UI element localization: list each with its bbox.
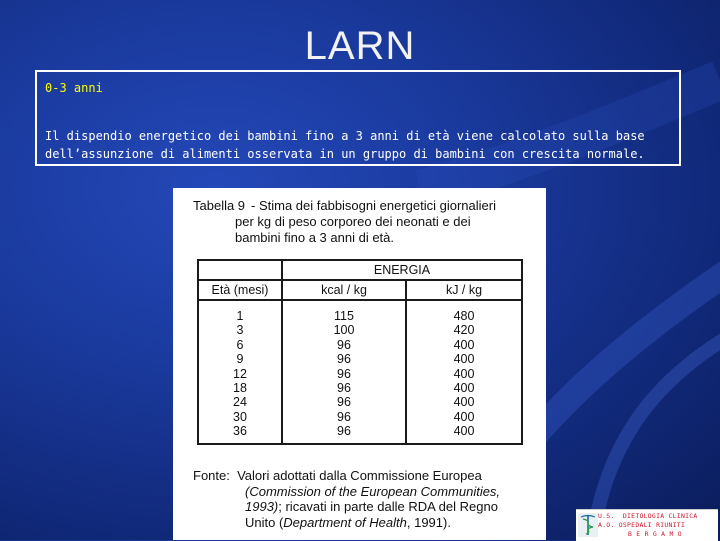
logo-line-1: U.S. DIETOLOGIA CLINICA [598,512,698,520]
kcal-value: 96 [337,337,351,352]
source-line-1: Valori adottati dalla Commissione Europea [237,468,482,483]
source-line-2 [193,484,538,500]
table-caption [193,198,513,246]
slide-title: LARN [304,24,416,68]
header-kj: kJ / kg [406,280,522,300]
kcal-value: 115 [334,309,354,323]
source-dept: Department of Health [283,514,407,530]
age-value: 3 [236,323,244,338]
scanned-table-image [173,188,546,540]
source-line-4 [193,515,538,531]
age-value: 24 [233,395,247,410]
kj-column [406,300,522,444]
kcal-value: 96 [337,395,351,410]
logo-line-2: A.O. OSPEDALI RIUNITI [598,521,686,529]
kj-value: 400 [453,395,475,410]
source-line-4-end: , 1991). [406,514,451,530]
kj-value: 400 [453,352,475,367]
header-kcal: kcal / kg [282,280,406,300]
caption-line-1: - Stima dei fabbisogni energetici giornalieri [251,198,496,213]
header-age: Età (mesi) [198,280,282,300]
section-subtitle: 0-3 anni [45,81,103,95]
kcal-value: 100 [333,323,355,338]
kj-value: 400 [453,409,475,424]
caption-line-3: bambini fino a 3 anni di età. [235,230,394,245]
hospital-logo [576,509,718,541]
age-value: 1 [236,309,244,323]
caption-line-2: per kg di peso corporeo dei neonati e dei [235,214,471,229]
kcal-value: 96 [337,409,351,424]
age-value: 30 [233,409,247,424]
age-value: 9 [236,352,244,367]
header-empty-cell [198,260,282,280]
source-note [193,468,538,530]
age-value: 18 [233,381,247,396]
kcal-value: 96 [337,424,351,439]
kj-value: 400 [453,381,475,396]
source-label: Fonte: [193,468,230,483]
logo-text [598,512,716,539]
kcal-value: 96 [337,366,351,381]
age-value: 12 [233,366,247,381]
kj-value: 420 [453,323,475,338]
kcal-column [282,300,406,444]
caduceus-icon [578,513,598,537]
content-box [35,70,681,166]
kj-value: 400 [453,366,475,381]
source-line-3 [193,499,538,515]
kcal-value: 96 [337,381,351,396]
source-line-4-start: Unito ( [245,514,284,530]
source-line-2-text: (Commission of the European Communities, [245,483,501,499]
logo-line-3: B E R G A M O [628,530,682,538]
age-value: 36 [233,424,247,439]
table-body-row [198,300,522,444]
kj-value: 480 [453,309,475,323]
kj-value: 400 [453,337,475,352]
source-line-3-text: ; ricavati in parte dalle RDA del Regno [278,499,498,514]
source-year: 1993) [245,499,279,514]
age-column [198,300,282,444]
caption-number: Tabella 9 [193,198,246,213]
kcal-value: 96 [337,352,351,367]
energy-group-header: ENERGIA [282,260,522,280]
age-value: 6 [236,337,244,352]
body-paragraph: Il dispendio energetico dei bambini fino a 3 anni di età viene calcolato sulla base dell’assunzione di alimenti osservata in un gruppo di bambini con crescita normale. [45,129,645,161]
energy-table [197,259,523,445]
kj-value: 400 [453,424,475,439]
